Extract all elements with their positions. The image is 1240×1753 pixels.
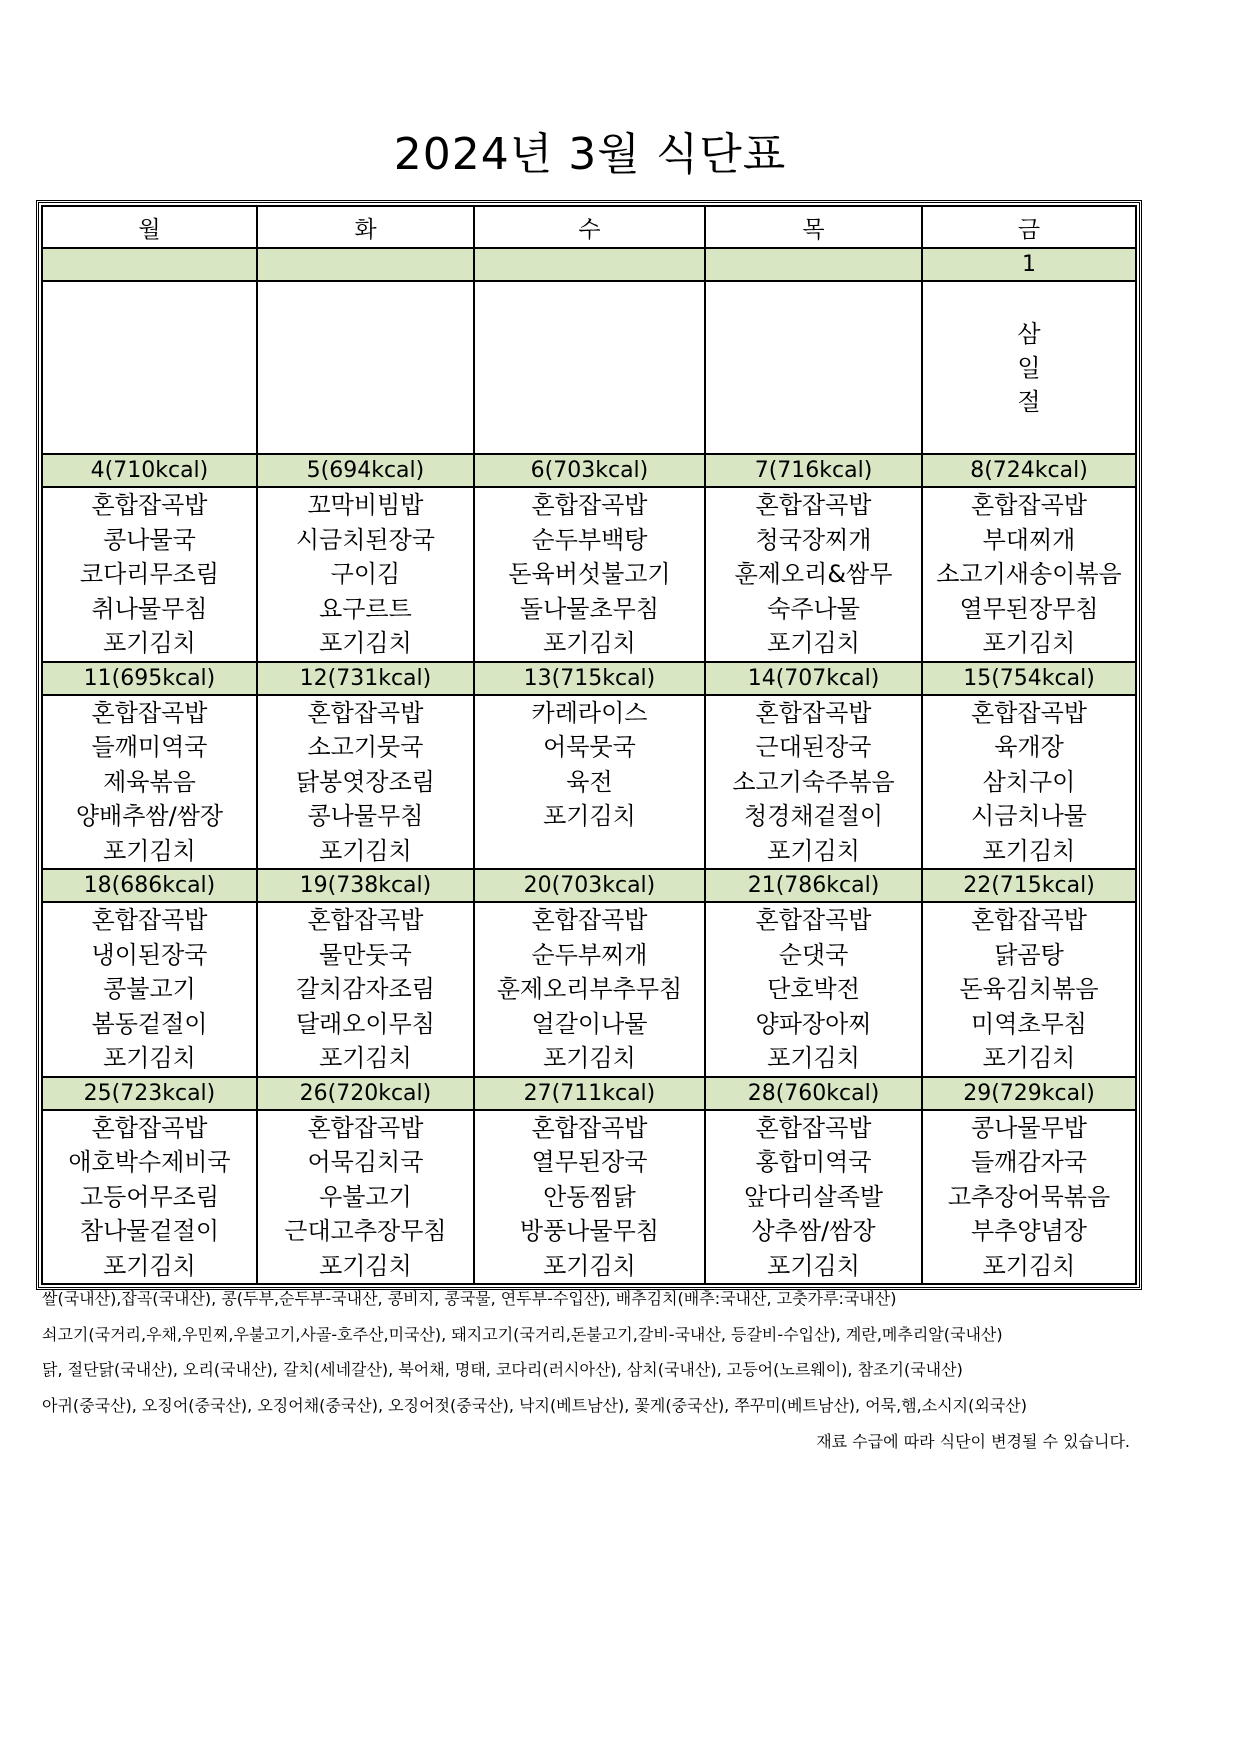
menu-item-list — [43, 903, 256, 1076]
menu-item: 혼합잡곡밥 — [971, 698, 1087, 727]
menu-item-list — [923, 696, 1135, 869]
menu-item-list — [706, 488, 921, 661]
date-cell: 4(710kcal) — [42, 454, 257, 487]
menu-item: 포기김치 — [767, 629, 860, 657]
date-cell: 27(711kcal) — [474, 1077, 705, 1110]
menu-table — [41, 205, 1137, 1285]
menu-cell — [42, 1110, 257, 1285]
menu-item: 단호박전 — [767, 975, 860, 1003]
menu-item-list — [258, 1111, 473, 1284]
menu-item: 포기김치 — [543, 1044, 636, 1072]
menu-item: 어묵뭇국 — [543, 733, 636, 761]
menu-item: 순두부백탕 — [531, 525, 648, 554]
menu-item: 제육볶음 — [103, 767, 196, 796]
menu-item: 돈육김치볶음 — [959, 975, 1099, 1003]
menu-item: 포기김치 — [543, 1251, 636, 1280]
menu-item: 양파장아찌 — [755, 1009, 872, 1038]
date-cell: 1 — [922, 248, 1136, 281]
menu-item-list — [475, 903, 704, 1076]
menu-item: 포기김치 — [543, 802, 636, 830]
date-cell: 15(754kcal) — [922, 662, 1136, 695]
menu-item: 포기김치 — [103, 1044, 196, 1072]
menu-cell — [474, 695, 705, 870]
menu-row — [42, 281, 1136, 454]
date-cell: 11(695kcal) — [42, 662, 257, 695]
date-cell: 29(729kcal) — [922, 1077, 1136, 1110]
menu-item: 혼합잡곡밥 — [755, 1113, 872, 1142]
menu-item: 포기김치 — [319, 836, 412, 865]
menu-cell — [42, 902, 257, 1077]
menu-cell — [474, 487, 705, 662]
menu-cell — [257, 281, 474, 454]
menu-item: 참나물겉절이 — [79, 1217, 220, 1245]
holiday-char: 일 — [1017, 353, 1041, 382]
menu-cell — [705, 1110, 922, 1285]
menu-cell — [257, 902, 474, 1077]
menu-item-list — [258, 488, 473, 661]
menu-item: 삼치구이 — [982, 767, 1076, 796]
menu-cell — [474, 902, 705, 1077]
menu-item: 청국장찌개 — [755, 525, 872, 554]
menu-item: 순두부찌개 — [531, 940, 648, 969]
menu-item: 혼합잡곡밥 — [971, 906, 1087, 934]
holiday-cell — [922, 281, 1136, 454]
weekday-header: 목 — [705, 206, 922, 248]
menu-item: 혼합잡곡밥 — [91, 1113, 208, 1142]
menu-item: 훈제오리&쌈무 — [734, 560, 893, 588]
menu-item: 꼬막비빔밥 — [307, 491, 424, 519]
menu-item: 고등어무조림 — [79, 1182, 220, 1211]
menu-item-list — [706, 903, 921, 1076]
menu-item: 상추쌈/쌈장 — [751, 1217, 876, 1245]
menu-item-list — [258, 696, 473, 869]
menu-item: 콩나물무침 — [307, 802, 424, 830]
date-row — [42, 1077, 1136, 1110]
menu-item: 닭곰탕 — [994, 940, 1064, 969]
menu-row — [42, 487, 1136, 662]
date-cell — [42, 248, 257, 281]
origin-note: 쇠고기(국거리,우채,우민찌,우불고기,사골-호주산,미국산), 돼지고기(국거리,돈불고기,갈비-국내산, 등갈비-수입산), 계란,메추리알(국내산) — [42, 1324, 1003, 1344]
origin-note: 닭, 절단닭(국내산), 오리(국내산), 갈치(세네갈산), 북어채, 명태, 코다리(러시아산), 삼치(국내산), 고등어(노르웨이), 참조기(국내산) — [42, 1360, 963, 1379]
date-cell: 18(686kcal) — [42, 869, 257, 902]
menu-item: 근대된장국 — [755, 733, 872, 761]
weekday-header-row — [42, 206, 1136, 248]
menu-item-list — [923, 903, 1135, 1076]
weekday-header: 수 — [474, 206, 705, 248]
menu-cell — [42, 281, 257, 454]
menu-item: 열무된장국 — [531, 1148, 648, 1176]
menu-item-list — [923, 1111, 1135, 1284]
change-notice: 재료 수급에 따라 식단이 변경될 수 있습니다. — [816, 1432, 1130, 1451]
menu-item: 혼합잡곡밥 — [755, 698, 872, 727]
menu-cell — [257, 695, 474, 870]
menu-cell — [922, 1110, 1136, 1285]
menu-item-list — [475, 488, 704, 661]
menu-cell — [922, 902, 1136, 1077]
menu-item: 포기김치 — [982, 1251, 1076, 1280]
menu-cell — [922, 695, 1136, 870]
menu-item: 혼합잡곡밥 — [307, 1113, 424, 1142]
menu-cell — [257, 487, 474, 662]
menu-item: 달래오이무침 — [295, 1009, 435, 1038]
menu-item: 포기김치 — [319, 1251, 412, 1280]
menu-item: 육전 — [566, 767, 613, 796]
menu-item: 청경채겉절이 — [743, 802, 884, 830]
menu-item: 콩나물국 — [103, 525, 196, 554]
menu-cell — [705, 695, 922, 870]
date-cell: 21(786kcal) — [705, 869, 922, 902]
page-title: 2024년 3월 식단표 — [393, 129, 787, 180]
menu-item: 포기김치 — [543, 629, 636, 657]
menu-cell — [705, 281, 922, 454]
menu-item: 혼합잡곡밥 — [91, 698, 208, 727]
menu-item: 취나물무침 — [91, 594, 208, 623]
menu-item: 돈육버섯불고기 — [508, 560, 671, 588]
menu-item: 혼합잡곡밥 — [91, 491, 208, 519]
date-cell — [474, 248, 705, 281]
menu-cell — [705, 902, 922, 1077]
menu-item: 홍합미역국 — [755, 1148, 872, 1176]
menu-item: 열무된장무침 — [959, 594, 1099, 623]
menu-row — [42, 1110, 1136, 1285]
menu-item-list — [706, 696, 921, 869]
menu-item: 돌나물초무침 — [519, 594, 660, 623]
menu-item: 소고기새송이볶음 — [936, 560, 1122, 588]
date-cell: 19(738kcal) — [257, 869, 474, 902]
date-cell: 7(716kcal) — [705, 454, 922, 487]
menu-item: 포기김치 — [982, 836, 1076, 865]
menu-row — [42, 902, 1136, 1077]
date-row — [42, 454, 1136, 487]
date-row — [42, 869, 1136, 902]
menu-item: 갈치감자조림 — [295, 975, 435, 1003]
menu-cell — [474, 1110, 705, 1285]
date-cell: 22(715kcal) — [922, 869, 1136, 902]
date-cell: 5(694kcal) — [257, 454, 474, 487]
menu-item-list — [923, 488, 1135, 661]
menu-item: 안동찜닭 — [543, 1182, 636, 1211]
date-row — [42, 662, 1136, 695]
menu-item-list — [706, 1111, 921, 1284]
menu-item: 고추장어묵볶음 — [947, 1182, 1111, 1211]
menu-item: 포기김치 — [767, 1044, 860, 1072]
menu-item: 코다리무조림 — [79, 560, 220, 588]
menu-item: 훈제오리부추무침 — [496, 975, 683, 1003]
menu-item-list — [43, 1111, 256, 1284]
date-cell: 8(724kcal) — [922, 454, 1136, 487]
origin-note: 아귀(중국산), 오징어(중국산), 오징어채(중국산), 오징어젓(중국산), 낙지(베트남산), 꽃게(중국산), 쭈꾸미(베트남산), 어묵,햄,소시지(외국산) — [42, 1395, 1027, 1415]
menu-item: 포기김치 — [982, 629, 1076, 657]
menu-item: 방풍나물무침 — [519, 1217, 660, 1245]
date-cell: 12(731kcal) — [257, 662, 474, 695]
date-cell — [257, 248, 474, 281]
menu-item: 냉이된장국 — [91, 940, 208, 969]
date-cell: 13(715kcal) — [474, 662, 705, 695]
menu-item-list — [258, 903, 473, 1076]
menu-item: 혼합잡곡밥 — [755, 491, 872, 519]
menu-item: 부추양념장 — [971, 1217, 1087, 1245]
date-cell: 6(703kcal) — [474, 454, 705, 487]
menu-item: 앞다리살족발 — [743, 1182, 884, 1211]
menu-item: 카레라이스 — [531, 698, 648, 727]
menu-item-list — [475, 1111, 704, 1284]
date-row — [42, 248, 1136, 281]
menu-item: 닭봉엿장조림 — [295, 767, 435, 796]
holiday-char: 삼 — [1017, 319, 1041, 348]
date-cell: 26(720kcal) — [257, 1077, 474, 1110]
menu-cell — [474, 281, 705, 454]
menu-item: 포기김치 — [982, 1044, 1076, 1072]
date-cell: 20(703kcal) — [474, 869, 705, 902]
menu-item: 근대고추장무침 — [284, 1217, 447, 1245]
date-cell — [705, 248, 922, 281]
menu-item: 시금치된장국 — [295, 525, 435, 554]
menu-item: 숙주나물 — [767, 594, 860, 623]
menu-table-frame — [36, 200, 1142, 1290]
menu-item: 육개장 — [994, 733, 1064, 761]
menu-item: 요구르트 — [319, 594, 412, 623]
menu-cell — [922, 487, 1136, 662]
date-cell: 28(760kcal) — [705, 1077, 922, 1110]
menu-item: 봄동겉절이 — [91, 1009, 208, 1038]
menu-item: 물만둣국 — [319, 940, 412, 969]
menu-item: 들깨미역국 — [91, 733, 208, 761]
menu-item: 포기김치 — [319, 1044, 412, 1072]
menu-item: 미역초무침 — [971, 1009, 1087, 1038]
weekday-header: 화 — [257, 206, 474, 248]
menu-item: 포기김치 — [319, 629, 412, 657]
menu-item: 혼합잡곡밥 — [91, 906, 208, 934]
holiday-char: 절 — [1017, 387, 1041, 416]
menu-item: 콩불고기 — [103, 975, 196, 1003]
menu-item: 소고기뭇국 — [307, 733, 424, 761]
menu-item: 부대찌개 — [982, 525, 1076, 554]
menu-item: 애호박수제비국 — [68, 1148, 231, 1176]
menu-item-list — [475, 696, 704, 869]
menu-item: 혼합잡곡밥 — [971, 491, 1087, 519]
menu-item: 포기김치 — [767, 836, 860, 865]
holiday-label — [923, 317, 1135, 419]
menu-item: 혼합잡곡밥 — [531, 906, 648, 934]
weekday-header: 월 — [42, 206, 257, 248]
date-cell: 25(723kcal) — [42, 1077, 257, 1110]
menu-item: 포기김치 — [103, 1251, 196, 1280]
menu-item: 양배추쌈/쌈장 — [75, 802, 224, 830]
origin-note: 쌀(국내산),잡곡(국내산), 콩(두부,순두부-국내산, 콩비지, 콩국물, 연두부-수입산), 배추김치(배추:국내산, 고춧가루:국내산) — [42, 1289, 897, 1308]
date-cell: 14(707kcal) — [705, 662, 922, 695]
menu-row — [42, 695, 1136, 870]
menu-item: 콩나물무밥 — [971, 1113, 1087, 1142]
menu-cell — [42, 487, 257, 662]
menu-item: 혼합잡곡밥 — [307, 698, 424, 727]
ingredient-origin-notes — [42, 1288, 1142, 1430]
menu-item: 시금치나물 — [971, 802, 1087, 830]
menu-item: 혼합잡곡밥 — [755, 906, 872, 934]
menu-item: 혼합잡곡밥 — [531, 491, 648, 519]
weekday-header: 금 — [922, 206, 1136, 248]
menu-item: 소고기숙주볶음 — [732, 767, 895, 796]
menu-cell — [257, 1110, 474, 1285]
menu-item-list — [43, 488, 256, 661]
menu-item: 구이김 — [330, 560, 401, 588]
menu-item: 우불고기 — [319, 1182, 412, 1211]
menu-item: 들깨감자국 — [971, 1148, 1087, 1176]
menu-item-list — [43, 696, 256, 869]
menu-item: 포기김치 — [103, 629, 196, 657]
menu-cell — [42, 695, 257, 870]
menu-cell — [705, 487, 922, 662]
menu-item: 포기김치 — [767, 1251, 860, 1280]
menu-item: 포기김치 — [103, 836, 196, 865]
menu-item: 얼갈이나물 — [531, 1009, 648, 1038]
menu-item: 순댓국 — [778, 940, 849, 969]
menu-item: 혼합잡곡밥 — [531, 1113, 648, 1142]
menu-item: 혼합잡곡밥 — [307, 906, 424, 934]
menu-item: 어묵김치국 — [307, 1148, 424, 1176]
